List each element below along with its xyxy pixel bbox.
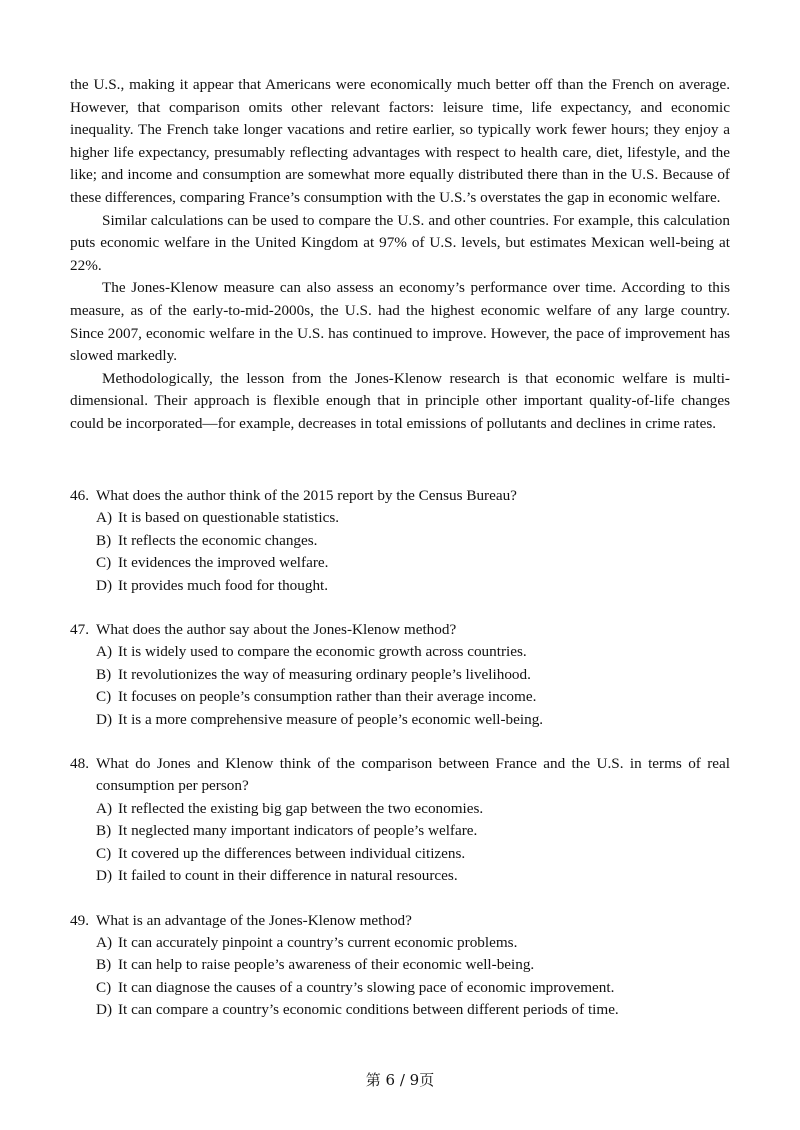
option-c: [96, 843, 730, 865]
option-letter: B): [96, 665, 112, 683]
option-b: [96, 530, 730, 552]
option-text: It can compare a country’s economic conditions between different periods of time.: [118, 1001, 619, 1019]
question-number: 46.: [70, 487, 89, 504]
option-text: It can diagnose the causes of a country’s slowing pace of economic improvement.: [118, 978, 615, 996]
option-letter: B): [96, 822, 112, 840]
option-a: [96, 932, 730, 954]
question-number: 49.: [70, 911, 89, 929]
option-letter: C): [96, 688, 112, 706]
question-text: What does the author say about the Jones-Klenow method?: [96, 621, 457, 639]
question-text: What is an advantage of the Jones-Klenow method?: [96, 911, 412, 929]
option-text: It is a more comprehensive measure of people’s economic well-being.: [118, 710, 544, 728]
option-b: [96, 820, 730, 842]
option-text: It can help to raise people’s awareness of their economic well-being.: [118, 956, 535, 974]
option-text: It evidences the improved welfare.: [118, 554, 329, 572]
question-48: [70, 753, 730, 887]
passage-paragraph-4: Methodologically, the lesson from the Jones-Klenow research is that economic welfare is multi-dimensional. Their approach is flexible enough that in principle other important quality-of-life changes could be incorporated—for example, decreases in total emissions of pollutants and declines in crime rates.: [70, 369, 730, 432]
option-b: [96, 664, 730, 686]
passage-paragraph-3: The Jones-Klenow measure can also assess an economy’s performance over time. According to this measure, as of the early-to-mid-2000s, the U.S. had the highest economic welfare of any large country. Since 2007, economic welfare in the U.S. has continued to improve. However, the pace of improvement has slowed markedly.: [70, 279, 730, 365]
question-number: 48.: [70, 755, 89, 773]
option-list: [96, 798, 730, 888]
option-text: It provides much food for thought.: [118, 576, 329, 594]
option-letter: D): [96, 867, 113, 885]
question-number: 47.: [70, 621, 89, 639]
option-c: [96, 977, 730, 999]
option-d: [96, 709, 730, 731]
option-letter: D): [96, 1001, 113, 1019]
option-letter: C): [96, 554, 112, 572]
question-49: [70, 910, 730, 1022]
option-list: [96, 507, 730, 597]
question-46: [70, 485, 730, 597]
option-a: [96, 641, 730, 663]
question-stem: [70, 910, 730, 932]
passage-paragraph-2: Similar calculations can be used to compare the U.S. and other countries. For example, this calculation puts economic welfare in the United Kingdom at 97% of U.S. levels, but estimates Mexican well-being at 22%.: [70, 211, 730, 274]
option-letter: C): [96, 844, 112, 862]
option-c: [96, 686, 730, 708]
option-letter: B): [96, 531, 112, 549]
option-letter: C): [96, 978, 112, 996]
option-list: [96, 641, 730, 731]
option-a: [96, 507, 730, 529]
reading-passage: [70, 74, 730, 436]
page-number-footer: 第 6 / 9页: [365, 1071, 435, 1089]
option-text: It revolutionizes the way of measuring ordinary people’s livelihood.: [118, 665, 531, 683]
option-letter: A): [96, 509, 113, 527]
option-text: It reflects the economic changes.: [118, 531, 318, 549]
option-text: It focuses on people’s consumption rather than their average income.: [118, 688, 537, 706]
option-text: It can accurately pinpoint a country’s current economic problems.: [118, 933, 518, 951]
option-letter: D): [96, 710, 113, 728]
question-stem: [70, 619, 730, 641]
question-text: What do Jones and Klenow think of the comparison between France and the U.S. in terms of real consumption per person?: [96, 755, 730, 795]
option-text: It is widely used to compare the economic growth across countries.: [118, 643, 527, 661]
option-text: It neglected many important indicators of people’s welfare.: [118, 822, 478, 840]
question-stem: [70, 753, 730, 798]
option-text: It failed to count in their difference in natural resources.: [118, 867, 458, 885]
question-list: [70, 485, 730, 1044]
question-text: What does the author think of the 2015 report by the Census Bureau?: [96, 487, 517, 504]
question-stem: [70, 485, 730, 507]
option-c: [96, 552, 730, 574]
option-text: It reflected the existing big gap between the two economies.: [118, 799, 484, 817]
option-a: [96, 798, 730, 820]
option-d: [96, 865, 730, 887]
option-letter: A): [96, 643, 113, 661]
option-letter: D): [96, 576, 113, 594]
option-d: [96, 575, 730, 597]
option-d: [96, 999, 730, 1021]
option-text: It covered up the differences between individual citizens.: [118, 844, 466, 862]
passage-paragraph-1: the U.S., making it appear that Americans were economically much better off than the French on average. However, that comparison omits other relevant factors: leisure time, life expectancy, and economic inequality. The French take longer vacations and retire earlier, so typically work fewer hours; they enjoy a higher life expectancy, presumably reflecting advantages with respect to health care, diet, lifestyle, and the like; and income and consumption are somewhat more equally distributed there than in the U.S. Because of these differences, comparing France’s consumption with the U.S.’s overstates the gap in economic welfare.: [70, 76, 730, 206]
option-b: [96, 954, 730, 976]
option-letter: A): [96, 933, 113, 951]
option-list: [96, 932, 730, 1022]
option-text: It is based on questionable statistics.: [118, 509, 340, 527]
option-letter: A): [96, 799, 113, 817]
option-letter: B): [96, 956, 112, 974]
question-47: [70, 619, 730, 731]
